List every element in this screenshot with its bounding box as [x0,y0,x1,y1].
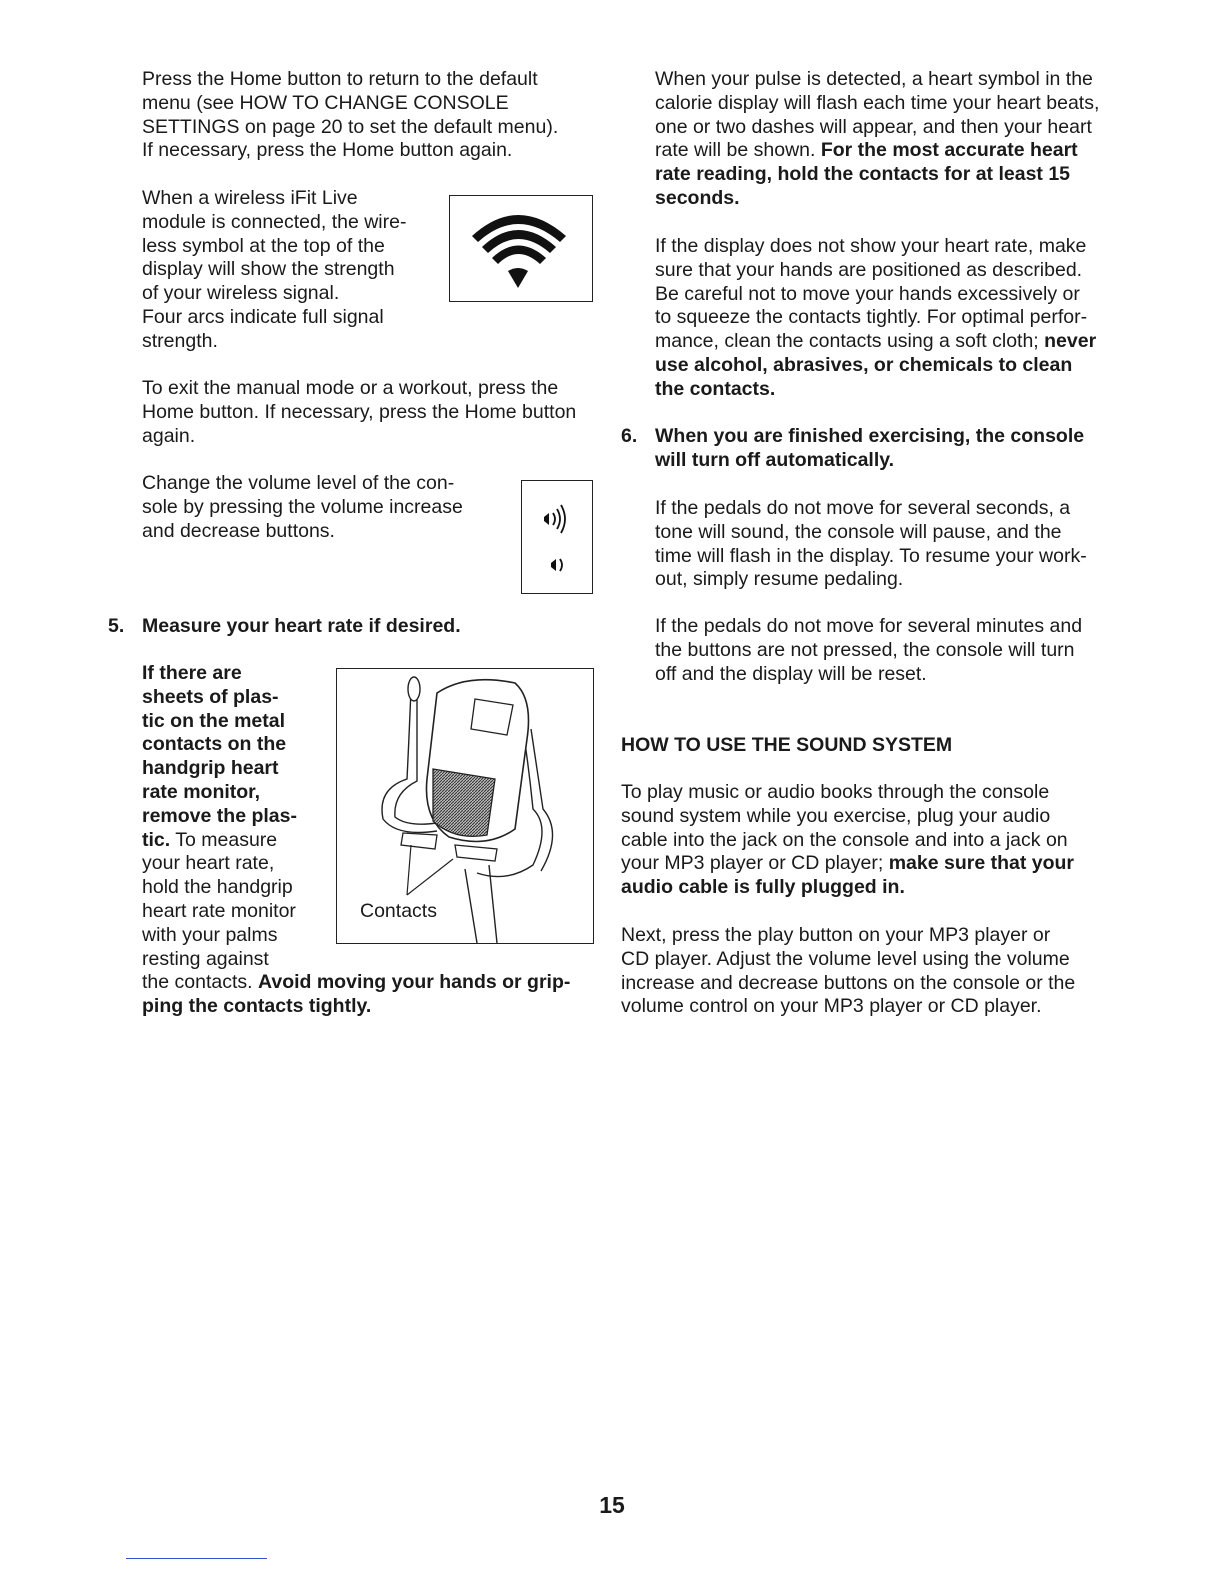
step-number: 5. [108,615,125,637]
footer-rule [126,1558,267,1559]
text-plain: To measure [170,828,278,851]
text-line: Home button. If necessary, press the Home button [142,400,577,423]
text-line: strength. [142,329,218,352]
text-line: time will flash in the display. To resume your work- [655,544,1087,567]
text-line: seconds. [655,186,740,209]
text-line: Be careful not to move your hands excessively or [655,282,1080,305]
step-number: 6. [621,425,638,447]
text-line: heart rate monitor [142,899,296,922]
text-line: When you are finished exercising, the console [655,425,1085,447]
text-line: To exit the manual mode or a workout, press the [142,377,559,399]
text-line: cable into the jack on the console and into a jack on [621,828,1068,851]
section-heading: HOW TO USE THE SOUND SYSTEM [621,734,953,756]
text-line: sound system while you exercise, plug your audio [621,804,1051,827]
text-line: out, simply resume pedaling. [655,568,904,591]
text-line: If the display does not show your heart rate, make [655,235,1087,257]
text-line: SETTINGS on page 20 to set the default menu). [142,115,559,138]
text-line: sole by pressing the volume increase [142,495,463,518]
volume-icons [522,481,592,593]
text-line: Change the volume level of the con- [142,472,455,494]
paragraph-display [655,235,1096,402]
volume-increase-icon [544,505,565,533]
text-line: When a wireless iFit Live [142,187,358,209]
page-number: 15 [599,1492,625,1518]
text-line: to squeeze the contacts tightly. For optimal perfor- [655,306,1088,329]
text-line: tic on the metal [142,709,286,732]
text-line: contacts on the [142,733,287,756]
paragraph-volume [142,472,463,543]
wireless-signal-figure [449,195,593,302]
text-line: ping the contacts tightly. [142,995,372,1018]
step-heading [655,425,1084,473]
text-line: use alcohol, abrasives, or chemicals to clean [655,353,1073,376]
text-line: tone will sound, the console will pause, and the [655,520,1062,543]
text-line: calorie display will flash each time your heart beats, [655,91,1100,114]
text-line [655,330,1096,354]
text-line: rate monitor, [142,780,261,803]
text-line: If the pedals do not move for several minutes and [655,615,1083,637]
paragraph-pedals-minutes [655,615,1082,686]
text-line: your heart rate, [142,852,275,875]
text-line: off and the display will be reset. [655,662,927,685]
step-heading: Measure your heart rate if desired. [142,615,461,637]
paragraph-sound [621,781,1074,900]
text-line: volume control on your MP3 player or CD player. [621,995,1042,1018]
text-line [655,139,1099,163]
text-line: If necessary, press the Home button again. [142,139,513,162]
text-line: with your palms [142,923,278,946]
text-line: When your pulse is detected, a heart symbol in the [655,68,1093,90]
text-plain: your MP3 player or CD player; [621,852,889,875]
text-bold: Avoid moving your hands or grip- [257,971,571,994]
text-bold: make sure that your [888,852,1075,875]
text-line: audio cable is fully plugged in. [621,876,905,899]
handgrip-contacts-figure [336,668,594,944]
contacts-label: Contacts [360,900,437,922]
text-line: module is connected, the wire- [142,210,407,233]
text-line: CD player. Adjust the volume level using the volume [621,947,1070,970]
wifi-icon [450,196,592,301]
text-line: To play music or audio books through the console [621,781,1050,803]
text-line: Press the Home button to return to the default [142,68,538,90]
text-bold: tic. [142,828,171,851]
text-bold: never [1044,330,1097,353]
text-line: handgrip heart [142,757,279,780]
text-line: and decrease buttons. [142,519,335,542]
text-line: If the pedals do not move for several seconds, a [655,497,1071,519]
text-line: resting against [142,947,269,970]
text-line: If there are [142,662,242,684]
paragraph-pulse [655,68,1099,211]
text-line [142,971,570,995]
text-line: menu (see HOW TO CHANGE CONSOLE [142,91,509,114]
text-line: rate reading, hold the contacts for at least 15 [655,163,1071,186]
text-line: Next, press the play button on your MP3 player or [621,924,1051,946]
paragraph-pedals-seconds [655,497,1087,592]
paragraph-next [621,924,1075,1019]
text-line: increase and decrease buttons on the console or the [621,971,1076,994]
text-line [621,852,1074,876]
text-bold: For the most accurate heart [820,139,1078,162]
text-plain: mance, clean the contacts using a soft cloth; [655,330,1045,353]
volume-buttons-figure [521,480,593,594]
text-line: sheets of plas- [142,685,279,708]
text-line: sure that your hands are positioned as described. [655,258,1083,281]
paragraph-exit [142,377,576,448]
text-line: less symbol at the top of the [142,234,385,257]
text-plain: the contacts. [142,971,258,994]
text-line: will turn off automatically. [655,448,895,471]
text-line: Four arcs indicate full signal [142,305,384,328]
paragraph-wireless [142,187,406,354]
paragraph-home-button [142,68,558,163]
volume-decrease-icon [551,559,562,571]
text-line: the contacts. [655,377,776,400]
text-line: the buttons are not pressed, the console will turn [655,638,1075,661]
text-line: again. [142,424,196,447]
text-plain: rate will be shown. [655,139,821,162]
text-line: of your wireless signal. [142,282,340,305]
text-line: one or two dashes will appear, and then your heart [655,115,1092,138]
text-line: hold the handgrip [142,876,293,899]
text-line: remove the plas- [142,804,297,827]
text-line: display will show the strength [142,258,395,281]
